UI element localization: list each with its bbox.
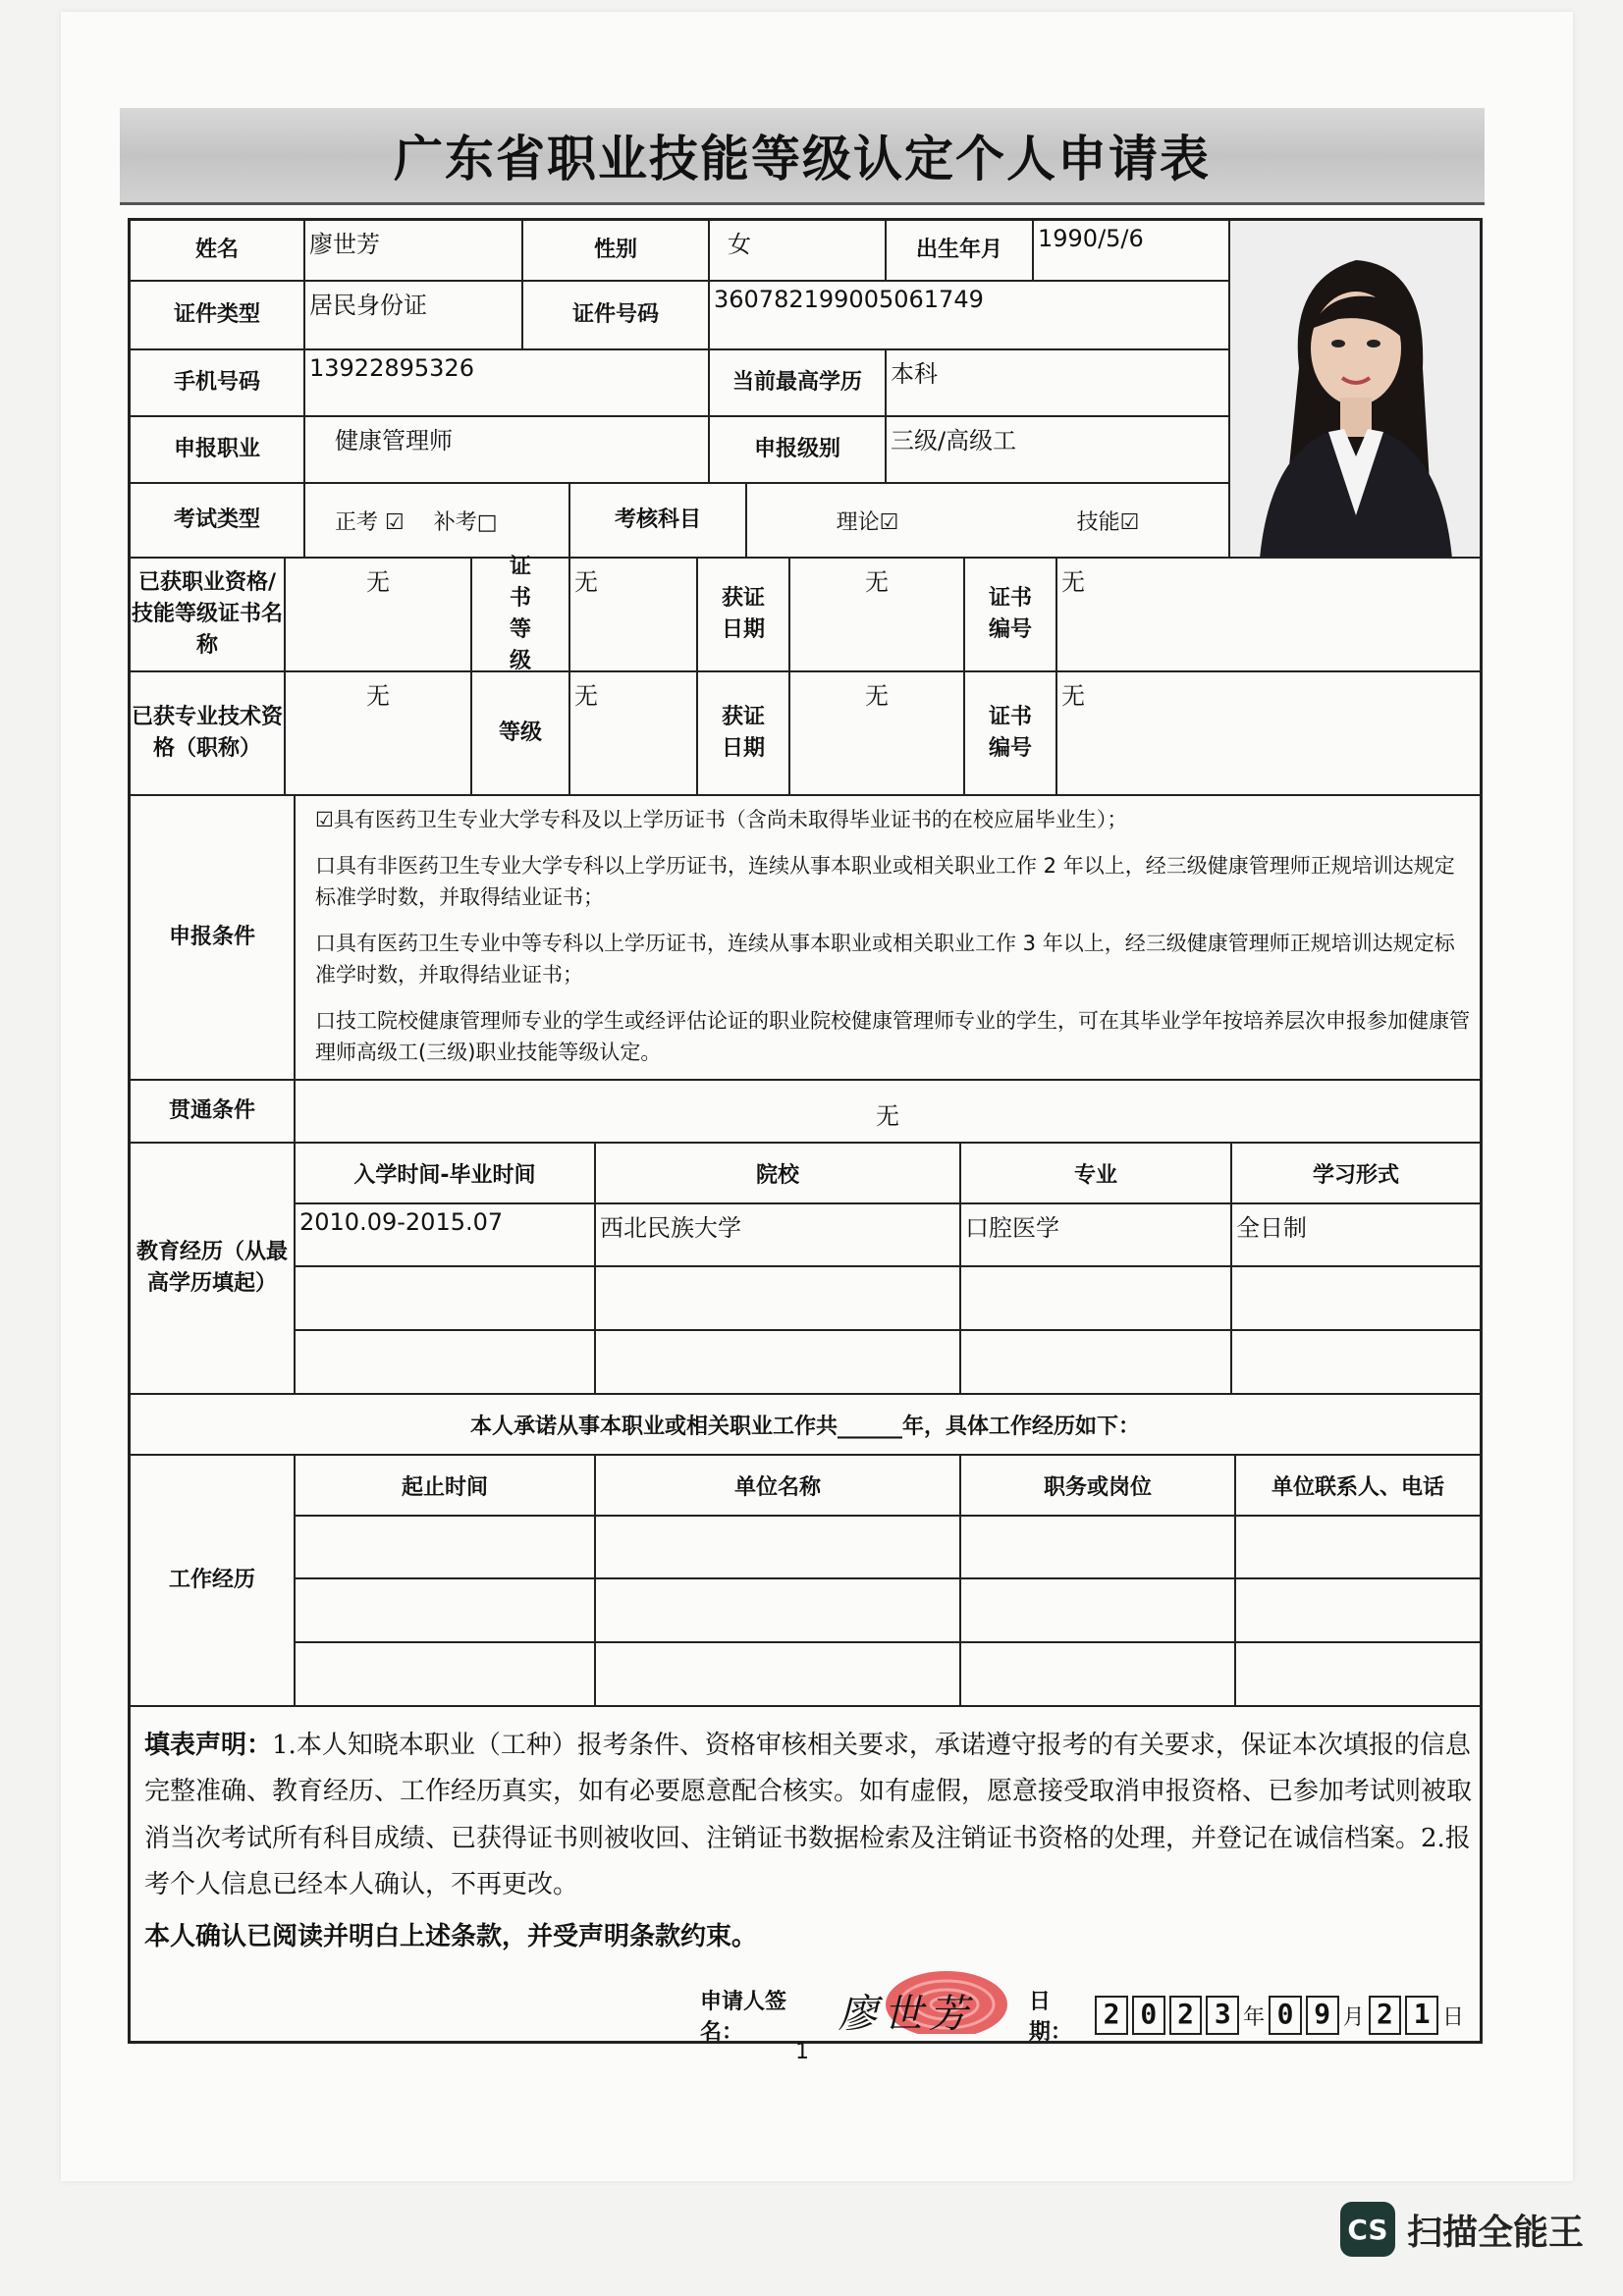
condition-item-1[interactable]: ☑具有医药卫生专业大学专科及以上学历证书（含尚未取得毕业证书的在校应届毕业生）； [315,808,1128,831]
condition-item-4[interactable]: 口技工院校健康管理师专业的学生或经评估论证的职业院校健康管理师专业的学生，可在其毕业学年按培养层次申报参加健康管理师高级工(三级)职业技能等级认定。 [315,1008,1470,1065]
phone-label: 手机号码 [131,350,305,417]
declaration [144,1723,1472,1961]
applicant-photo [1230,221,1480,559]
camscanner-logo-icon: CS [1340,2202,1395,2257]
occupation-label: 申报职业 [131,417,305,484]
sign-label: 申请人签名： [700,1990,787,2045]
edu-row2-major [961,1267,1232,1331]
edu-header-mode: 学习形式 [1232,1144,1480,1204]
condition-item-3[interactable]: 口具有医药卫生专业中等专科以上学历证书，连续从事本职业或相关职业工作 3 年以上，经三级健康管理师正规培训达规定标准学时数，并取得结业证书； [315,931,1455,988]
work-row3-company [596,1643,961,1707]
date-digit-4: 3 [1206,1996,1239,2035]
edu-row2-mode [1232,1267,1480,1331]
edu-row3-school [596,1331,961,1395]
day-unit: 日 [1442,2004,1465,2030]
cert-no-value: 无 [1057,559,1480,672]
work-row3-period [296,1643,596,1707]
edu-row3-period [296,1331,596,1395]
date-digit-1: 2 [1095,1996,1128,2035]
occupation-value: 健康管理师 [305,417,710,484]
work-header-period: 起止时间 [296,1456,596,1517]
education-level-label: 当前最高学历 [710,350,887,417]
work-promise: 本人承诺从事本职业或相关职业工作共______年，具体工作经历如下： [131,1395,1480,1456]
title-no-value: 无 [1057,672,1480,796]
id-no-value: 360782199005061749 [710,282,1230,350]
document-title: 广东省职业技能等级认定个人申请表 [394,130,1211,187]
edu-row3-mode [1232,1331,1480,1395]
subject-label: 考核科目 [570,484,747,559]
work-header-company: 单位名称 [596,1456,961,1517]
work-row2-period [296,1579,596,1643]
date-digit-7: 2 [1369,1996,1402,2035]
edu-row2-school [596,1267,961,1331]
id-no-label: 证件号码 [523,282,710,350]
signature-row [700,1988,1466,2043]
edu-header-school: 院校 [596,1144,961,1204]
cert-date-label: 获证日期 [698,559,790,672]
work-row1-company [596,1517,961,1579]
condition-item-2[interactable]: 口具有非医药卫生专业大学专科以上学历证书，连续从事本职业或相关职业工作 2 年以上，经三级健康管理师正规培训达规定标准学时数，并取得结业证书； [315,853,1455,910]
month-unit: 月 [1342,2004,1365,2030]
subject-skill-checkbox[interactable]: 技能☑ [1076,509,1140,535]
edu-header-period: 入学时间-毕业时间 [296,1144,596,1204]
year-unit: 年 [1243,2004,1266,2030]
date-digit-5: 0 [1269,1996,1302,2035]
declaration-confirm: 本人确认已阅读并明白上述条款，并受声明条款约束。 [144,1922,758,1952]
cert-grade-label: 证书等级 [472,559,570,672]
cert-name-label: 已获职业资格/技能等级证书名称 [131,559,286,672]
edu-row2-period [296,1267,596,1331]
work-row1-period [296,1517,596,1579]
work-header-position: 职务或岗位 [961,1456,1236,1517]
edu-header-major: 专业 [961,1144,1232,1204]
name-label: 姓名 [131,221,305,282]
phone-value: 13922895326 [305,350,710,417]
work-row2-position [961,1579,1236,1643]
edu-row3-major [961,1331,1232,1395]
declaration-text: 1.本人知晓本职业（工种）报考条件、资格审核相关要求，承诺遵守报考的有关要求，保证本次填报的信息完整准确、教育经历、工作经历真实，如有必要愿意配合核实。如有虚假，愿意接受取消申报资格、已参加考试则被取消当次考试所有科目成绩、已获得证书则被收回、注销证书数据检索及注销证书资格的处理，并登记在诚信档案。2.报考个人信息已经本人确认，不再更改。 [144,1731,1473,1899]
work-row3-position [961,1643,1236,1707]
subject-theory-checkbox[interactable]: 理论☑ [836,509,899,535]
work-row1-position [961,1517,1236,1579]
title-grade-label: 等级 [472,672,570,796]
through-value: 无 [296,1081,1480,1144]
work-row2-company [596,1579,961,1643]
work-row3-contact [1236,1643,1480,1707]
title-date-value: 无 [790,672,965,796]
watermark-text: 扫描全能王 [1406,2212,1584,2253]
apply-level-value: 三级/高级工 [887,417,1230,484]
id-type-value: 居民身份证 [305,282,523,350]
cert-no-label: 证书编号 [965,559,1057,672]
title-no-label: 证书编号 [965,672,1057,796]
cert-name-value: 无 [286,559,472,672]
subject-cell [747,484,1230,559]
title-bar [120,108,1485,205]
work-row1-contact [1236,1517,1480,1579]
edu-row1-school: 西北民族大学 [596,1204,961,1267]
scanner-watermark [1340,2202,1584,2257]
through-label: 贯通条件 [131,1081,296,1144]
apply-level-label: 申报级别 [710,417,887,484]
title-qual-value: 无 [286,672,472,796]
title-qual-label: 已获专业技术资格（职称） [131,672,286,796]
edu-row1-period: 2010.09-2015.07 [296,1204,596,1267]
work-label: 工作经历 [131,1456,296,1707]
education-level-value: 本科 [887,350,1230,417]
cert-date-value: 无 [790,559,965,672]
cert-grade-value: 无 [570,559,698,672]
portrait-image [1230,221,1480,559]
date-label: 日期： [1028,1990,1072,2045]
work-header-contact: 单位联系人、电话 [1236,1456,1480,1517]
exam-formal-checkbox[interactable]: 正考 ☑ [335,509,405,535]
title-grade-value: 无 [570,672,698,796]
date-digit-8: 1 [1405,1996,1438,2035]
conditions-label: 申报条件 [131,796,296,1081]
date-digit-2: 0 [1132,1996,1165,2035]
date-digit-6: 9 [1306,1996,1339,2035]
exam-makeup-checkbox[interactable]: 补考□ [433,509,498,535]
edu-row1-mode: 全日制 [1232,1204,1480,1267]
work-row2-contact [1236,1579,1480,1643]
conditions-list [296,796,1480,1081]
gender-label: 性别 [523,221,710,282]
education-label: 教育经历（从最高学历填起） [131,1144,296,1395]
date-digit-3: 2 [1169,1996,1203,2035]
application-form [128,218,1483,2044]
exam-type-cell [305,484,570,559]
page-number: 1 [795,2040,809,2064]
name-value: 廖世芳 [305,221,523,282]
edu-row1-major: 口腔医学 [961,1204,1232,1267]
declaration-head: 填表声明： [144,1731,273,1760]
gender-value: 女 [710,221,887,282]
handwritten-signature: 廖世芳 [838,1992,974,2037]
id-type-label: 证件类型 [131,282,305,350]
exam-type-label: 考试类型 [131,484,305,559]
signature-field[interactable] [829,1987,1023,2044]
birth-value: 1990/5/6 [1034,221,1230,282]
birth-label: 出生年月 [887,221,1034,282]
title-date-label: 获证日期 [698,672,790,796]
